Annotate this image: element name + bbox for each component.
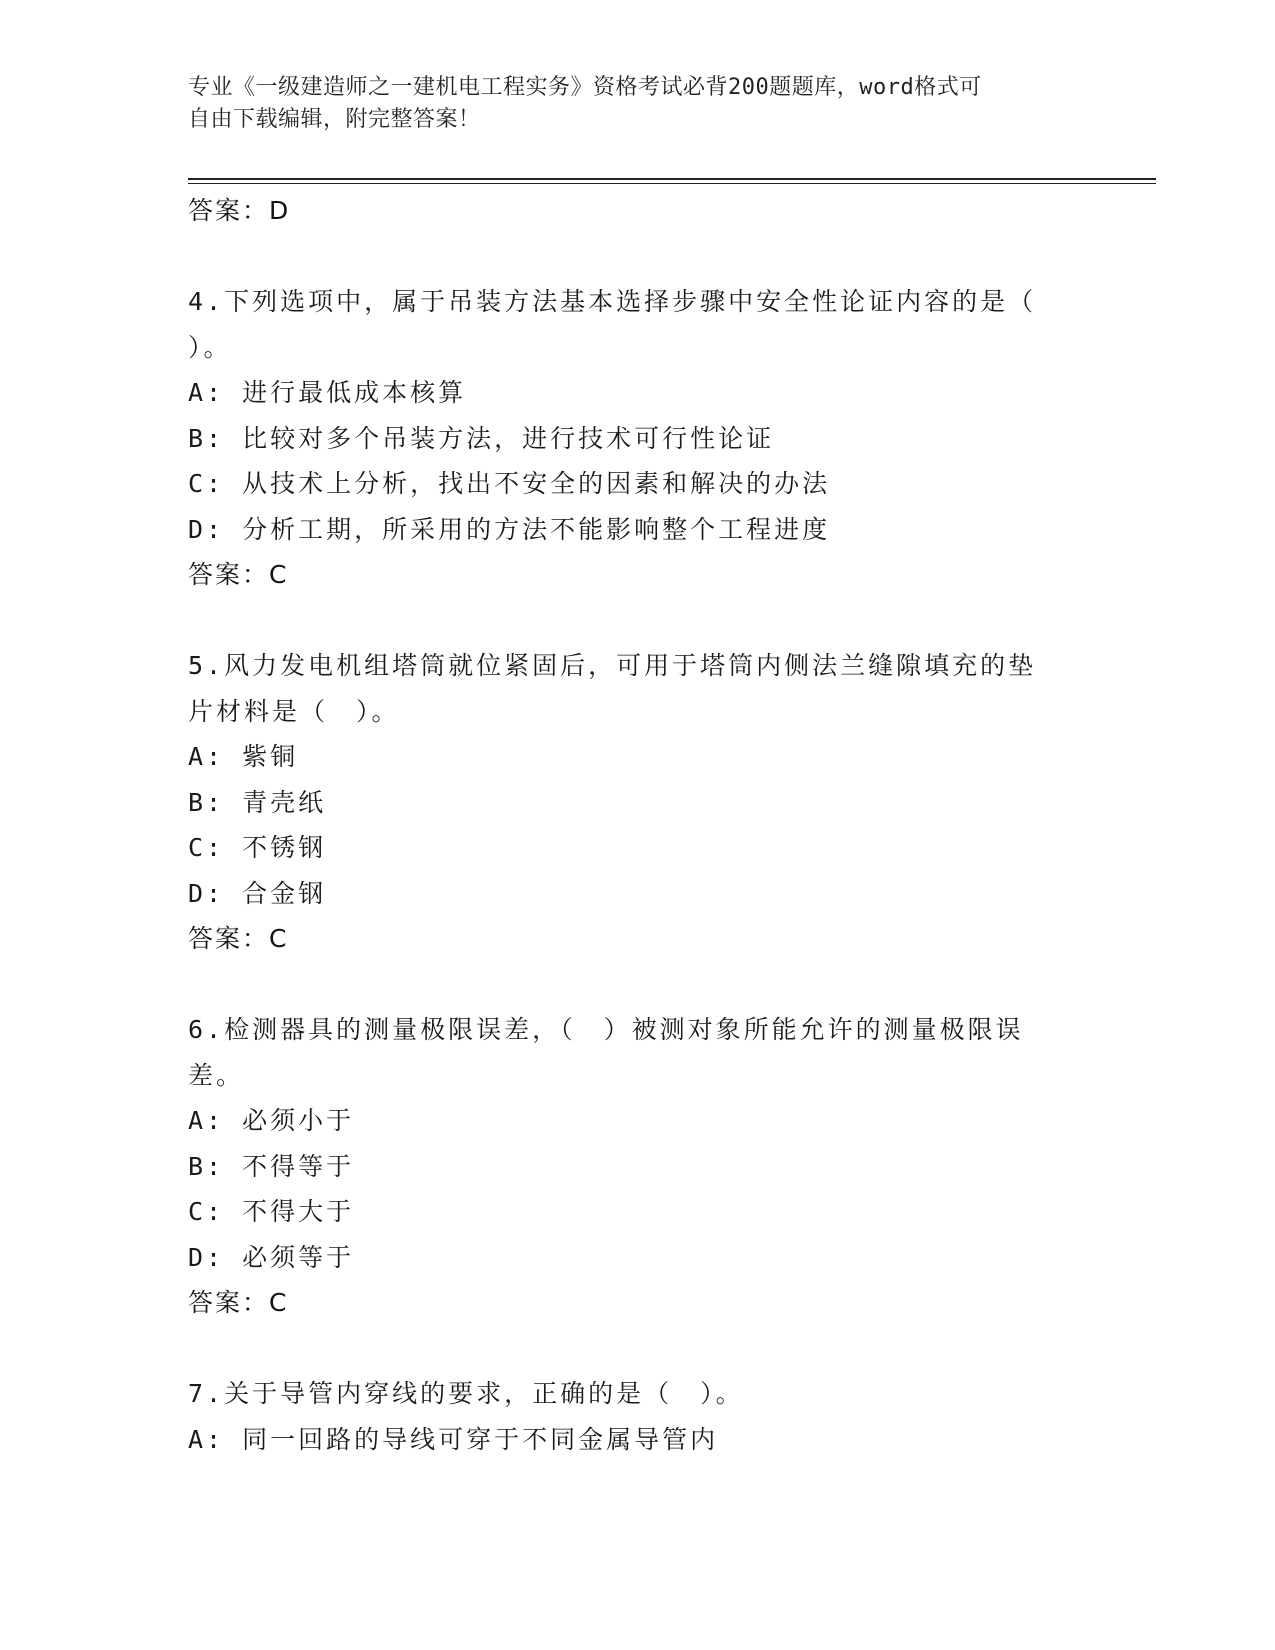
question-stem: ）。 bbox=[188, 332, 232, 362]
question-stem: 差。 bbox=[188, 1060, 245, 1090]
spacer bbox=[188, 1326, 1088, 1372]
spacer bbox=[188, 962, 1088, 1008]
header-rule-thick bbox=[188, 178, 1156, 180]
question-stem: 6.检测器具的测量极限误差，（ ）被测对象所能允许的测量极限误 bbox=[188, 1015, 1024, 1044]
question-block bbox=[188, 643, 1088, 962]
option-a: A: 同一回路的导线可穿于不同金属导管内 bbox=[188, 1424, 719, 1454]
answer-line: 答案：D bbox=[188, 196, 291, 225]
option-c: C: 从技术上分析，找出不安全的因素和解决的办法 bbox=[188, 469, 831, 498]
option-d: D: 必须等于 bbox=[188, 1242, 355, 1272]
question-stem: 片材料是（ ）。 bbox=[188, 696, 400, 726]
question-stem: 7.关于导管内穿线的要求，正确的是（ ）。 bbox=[188, 1379, 744, 1408]
option-b: B: 不得等于 bbox=[188, 1151, 355, 1181]
option-a: A: 必须小于 bbox=[188, 1106, 355, 1135]
header-rule-thin bbox=[188, 183, 1156, 184]
answer-line: 答案：C bbox=[188, 924, 289, 953]
option-b: B: 青壳纸 bbox=[188, 787, 327, 817]
question-block bbox=[188, 1371, 1088, 1462]
option-a: A: 紫铜 bbox=[188, 742, 299, 771]
option-c: C: 不锈钢 bbox=[188, 833, 327, 862]
spacer bbox=[188, 598, 1088, 644]
option-a: A: 进行最低成本核算 bbox=[188, 378, 467, 407]
question-stem: 4.下列选项中，属于吊装方法基本选择步骤中安全性论证内容的是（ bbox=[188, 287, 1037, 316]
answer-line: 答案：C bbox=[188, 560, 289, 589]
header-line-1: 专业《一级建造师之一建机电工程实务》资格考试必背200题题库，word格式可 bbox=[188, 75, 982, 100]
header-line-2: 自由下载编辑，附完整答案！ bbox=[188, 107, 481, 132]
answer-line: 答案：C bbox=[188, 1288, 289, 1317]
question-stem: 5.风力发电机组塔筒就位紧固后，可用于塔筒内侧法兰缝隙填充的垫 bbox=[188, 651, 1037, 680]
spacer bbox=[188, 234, 1088, 280]
question-block bbox=[188, 1007, 1088, 1326]
question-list bbox=[188, 188, 1088, 1462]
option-c: C: 不得大于 bbox=[188, 1197, 355, 1226]
question-block bbox=[188, 279, 1088, 598]
option-b: B: 比较对多个吊装方法，进行技术可行性论证 bbox=[188, 423, 775, 453]
page-header bbox=[188, 72, 1068, 136]
option-d: D: 合金钢 bbox=[188, 878, 327, 908]
option-d: D: 分析工期，所采用的方法不能影响整个工程进度 bbox=[188, 514, 831, 544]
